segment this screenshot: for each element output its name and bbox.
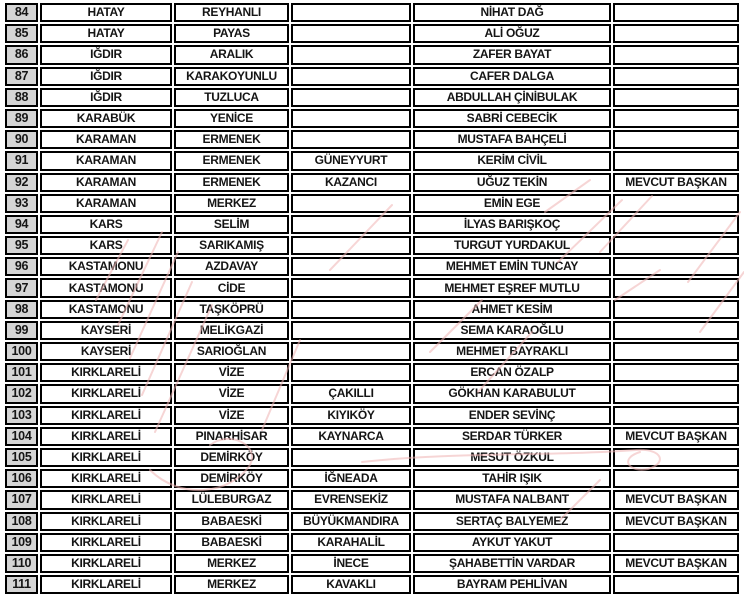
status-cell: [613, 88, 739, 107]
province-cell: IĞDIR: [40, 67, 172, 86]
town-cell: [291, 300, 411, 319]
province-cell: KIRKLARELİ: [40, 512, 172, 531]
table-row: [5, 109, 739, 128]
town-cell: [291, 45, 411, 64]
table-row: [5, 24, 739, 43]
candidate-name-cell: ENDER SEVİNÇ: [413, 406, 611, 425]
status-cell: [613, 257, 739, 276]
candidate-name-cell: MEHMET EŞREF MUTLU: [413, 278, 611, 297]
province-cell: KIRKLARELİ: [40, 490, 172, 509]
status-cell: [613, 215, 739, 234]
province-cell: KASTAMONU: [40, 300, 172, 319]
status-cell: [613, 109, 739, 128]
province-cell: KARAMAN: [40, 173, 172, 192]
district-cell: CİDE: [174, 278, 289, 297]
town-cell: [291, 236, 411, 255]
town-cell: İNECE: [291, 554, 411, 573]
table-row: [5, 469, 739, 488]
status-cell: [613, 342, 739, 361]
province-cell: KARAMAN: [40, 194, 172, 213]
table-row: [5, 67, 739, 86]
status-cell: [613, 236, 739, 255]
table-row: [5, 151, 739, 170]
town-cell: [291, 130, 411, 149]
province-cell: IĞDIR: [40, 88, 172, 107]
row-number-cell: 96: [5, 257, 38, 276]
district-cell: BABAESKİ: [174, 533, 289, 552]
candidate-name-cell: GÖKHAN KARABULUT: [413, 384, 611, 403]
row-number-cell: 106: [5, 469, 38, 488]
town-cell: ÇAKILLI: [291, 384, 411, 403]
district-cell: MERKEZ: [174, 194, 289, 213]
status-cell: [613, 469, 739, 488]
table-row: [5, 512, 739, 531]
row-number-cell: 93: [5, 194, 38, 213]
status-cell: [613, 45, 739, 64]
row-number-cell: 90: [5, 130, 38, 149]
candidate-name-cell: CAFER DALGA: [413, 67, 611, 86]
candidate-name-cell: NİHAT DAĞ: [413, 3, 611, 22]
province-cell: KASTAMONU: [40, 257, 172, 276]
status-cell: [613, 575, 739, 594]
district-cell: PINARHİSAR: [174, 427, 289, 446]
status-cell: [613, 3, 739, 22]
row-number-cell: 111: [5, 575, 38, 594]
status-cell: MEVCUT BAŞKAN: [613, 554, 739, 573]
town-cell: [291, 448, 411, 467]
district-cell: REYHANLI: [174, 3, 289, 22]
candidate-name-cell: SERDAR TÜRKER: [413, 427, 611, 446]
candidate-name-cell: MUSTAFA BAHÇELİ: [413, 130, 611, 149]
table-row: [5, 363, 739, 382]
table-row: [5, 278, 739, 297]
row-number-cell: 104: [5, 427, 38, 446]
town-cell: KAZANCI: [291, 173, 411, 192]
candidate-name-cell: SERTAÇ BALYEMEZ: [413, 512, 611, 531]
candidate-name-cell: AYKUT YAKUT: [413, 533, 611, 552]
row-number-cell: 86: [5, 45, 38, 64]
district-cell: LÜLEBURGAZ: [174, 490, 289, 509]
province-cell: KIRKLARELİ: [40, 406, 172, 425]
candidate-name-cell: EMİN EGE: [413, 194, 611, 213]
candidate-name-cell: KERİM CİVİL: [413, 151, 611, 170]
candidate-name-cell: UĞUZ TEKİN: [413, 173, 611, 192]
row-number-cell: 95: [5, 236, 38, 255]
province-cell: HATAY: [40, 24, 172, 43]
candidate-name-cell: TAHİR IŞIK: [413, 469, 611, 488]
table-row: [5, 575, 739, 594]
candidate-name-cell: SABRİ CEBECİK: [413, 109, 611, 128]
table-row: [5, 194, 739, 213]
town-cell: EVRENSEKİZ: [291, 490, 411, 509]
district-cell: TAŞKÖPRÜ: [174, 300, 289, 319]
status-cell: [613, 384, 739, 403]
district-cell: ERMENEK: [174, 130, 289, 149]
province-cell: KAYSERİ: [40, 321, 172, 340]
row-number-cell: 101: [5, 363, 38, 382]
row-number-cell: 84: [5, 3, 38, 22]
district-cell: AZDAVAY: [174, 257, 289, 276]
candidate-name-cell: AHMET KESİM: [413, 300, 611, 319]
district-cell: MERKEZ: [174, 575, 289, 594]
table-row: [5, 45, 739, 64]
district-cell: VİZE: [174, 363, 289, 382]
candidate-name-cell: İLYAS BARIŞKOÇ: [413, 215, 611, 234]
province-cell: KIRKLARELİ: [40, 363, 172, 382]
province-cell: KARAMAN: [40, 130, 172, 149]
town-cell: [291, 88, 411, 107]
town-cell: KAYNARCA: [291, 427, 411, 446]
status-cell: [613, 194, 739, 213]
row-number-cell: 110: [5, 554, 38, 573]
district-cell: SARIKAMIŞ: [174, 236, 289, 255]
row-number-cell: 109: [5, 533, 38, 552]
candidate-name-cell: TURGUT YURDAKUL: [413, 236, 611, 255]
district-cell: VİZE: [174, 384, 289, 403]
candidate-name-cell: BAYRAM PEHLİVAN: [413, 575, 611, 594]
table-row: [5, 384, 739, 403]
table-row: [5, 88, 739, 107]
table-row: [5, 490, 739, 509]
status-cell: [613, 363, 739, 382]
province-cell: HATAY: [40, 3, 172, 22]
candidate-name-cell: SEMA KARAOĞLU: [413, 321, 611, 340]
table-row: [5, 554, 739, 573]
town-cell: [291, 194, 411, 213]
candidate-name-cell: ZAFER BAYAT: [413, 45, 611, 64]
status-cell: MEVCUT BAŞKAN: [613, 173, 739, 192]
status-cell: [613, 151, 739, 170]
table-row: [5, 342, 739, 361]
province-cell: KIRKLARELİ: [40, 554, 172, 573]
status-cell: [613, 300, 739, 319]
candidate-name-cell: MEHMET BAYRAKLI: [413, 342, 611, 361]
candidate-name-cell: ABDULLAH ÇİNİBULAK: [413, 88, 611, 107]
town-cell: KARAHALİL: [291, 533, 411, 552]
district-cell: SARIOĞLAN: [174, 342, 289, 361]
town-cell: BÜYÜKMANDIRA: [291, 512, 411, 531]
town-cell: GÜNEYYURT: [291, 151, 411, 170]
province-cell: KIRKLARELİ: [40, 448, 172, 467]
town-cell: [291, 3, 411, 22]
table-row: [5, 3, 739, 22]
row-number-cell: 99: [5, 321, 38, 340]
district-cell: DEMİRKÖY: [174, 469, 289, 488]
row-number-cell: 107: [5, 490, 38, 509]
status-cell: [613, 67, 739, 86]
table-row: [5, 406, 739, 425]
roster-table-body: [5, 3, 739, 594]
province-cell: KASTAMONU: [40, 278, 172, 297]
table-row: [5, 448, 739, 467]
district-cell: KARAKOYUNLU: [174, 67, 289, 86]
district-cell: SELİM: [174, 215, 289, 234]
row-number-cell: 97: [5, 278, 38, 297]
table-row: [5, 236, 739, 255]
district-cell: ARALIK: [174, 45, 289, 64]
province-cell: KIRKLARELİ: [40, 469, 172, 488]
status-cell: [613, 406, 739, 425]
district-cell: YENİCE: [174, 109, 289, 128]
province-cell: KARAMAN: [40, 151, 172, 170]
province-cell: KIRKLARELİ: [40, 533, 172, 552]
province-cell: KARABÜK: [40, 109, 172, 128]
status-cell: [613, 278, 739, 297]
town-cell: [291, 215, 411, 234]
row-number-cell: 98: [5, 300, 38, 319]
status-cell: MEVCUT BAŞKAN: [613, 427, 739, 446]
table-row: [5, 427, 739, 446]
status-cell: [613, 321, 739, 340]
candidate-name-cell: ŞAHABETTİN VARDAR: [413, 554, 611, 573]
town-cell: [291, 321, 411, 340]
row-number-cell: 85: [5, 24, 38, 43]
table-row: [5, 130, 739, 149]
row-number-cell: 94: [5, 215, 38, 234]
row-number-cell: 105: [5, 448, 38, 467]
town-cell: KIYIKÖY: [291, 406, 411, 425]
province-cell: KARS: [40, 236, 172, 255]
status-cell: MEVCUT BAŞKAN: [613, 490, 739, 509]
province-cell: KIRKLARELİ: [40, 384, 172, 403]
town-cell: [291, 67, 411, 86]
row-number-cell: 92: [5, 173, 38, 192]
district-cell: DEMİRKÖY: [174, 448, 289, 467]
row-number-cell: 91: [5, 151, 38, 170]
province-cell: IĞDIR: [40, 45, 172, 64]
row-number-cell: 89: [5, 109, 38, 128]
status-cell: [613, 130, 739, 149]
table-row: [5, 300, 739, 319]
province-cell: KARS: [40, 215, 172, 234]
district-cell: VİZE: [174, 406, 289, 425]
status-cell: MEVCUT BAŞKAN: [613, 512, 739, 531]
table-row: [5, 257, 739, 276]
candidate-name-cell: MESUT ÖZKUL: [413, 448, 611, 467]
table-row: [5, 321, 739, 340]
row-number-cell: 88: [5, 88, 38, 107]
town-cell: [291, 109, 411, 128]
status-cell: [613, 448, 739, 467]
district-cell: MERKEZ: [174, 554, 289, 573]
status-cell: [613, 24, 739, 43]
province-cell: KIRKLARELİ: [40, 575, 172, 594]
province-cell: KAYSERİ: [40, 342, 172, 361]
candidate-name-cell: MEHMET EMİN TUNCAY: [413, 257, 611, 276]
district-cell: BABAESKİ: [174, 512, 289, 531]
row-number-cell: 100: [5, 342, 38, 361]
district-cell: ERMENEK: [174, 151, 289, 170]
town-cell: İĞNEADA: [291, 469, 411, 488]
status-cell: [613, 533, 739, 552]
mayors-roster-table: [3, 1, 741, 596]
district-cell: MELİKGAZİ: [174, 321, 289, 340]
town-cell: [291, 342, 411, 361]
district-cell: ERMENEK: [174, 173, 289, 192]
town-cell: [291, 257, 411, 276]
district-cell: PAYAS: [174, 24, 289, 43]
town-cell: KAVAKLI: [291, 575, 411, 594]
row-number-cell: 108: [5, 512, 38, 531]
province-cell: KIRKLARELİ: [40, 427, 172, 446]
row-number-cell: 87: [5, 67, 38, 86]
candidate-name-cell: ERCAN ÖZALP: [413, 363, 611, 382]
town-cell: [291, 24, 411, 43]
town-cell: [291, 278, 411, 297]
table-row: [5, 215, 739, 234]
table-row: [5, 173, 739, 192]
town-cell: [291, 363, 411, 382]
table-row: [5, 533, 739, 552]
row-number-cell: 102: [5, 384, 38, 403]
candidate-name-cell: MUSTAFA NALBANT: [413, 490, 611, 509]
district-cell: TUZLUCA: [174, 88, 289, 107]
row-number-cell: 103: [5, 406, 38, 425]
candidate-name-cell: ALİ OĞUZ: [413, 24, 611, 43]
